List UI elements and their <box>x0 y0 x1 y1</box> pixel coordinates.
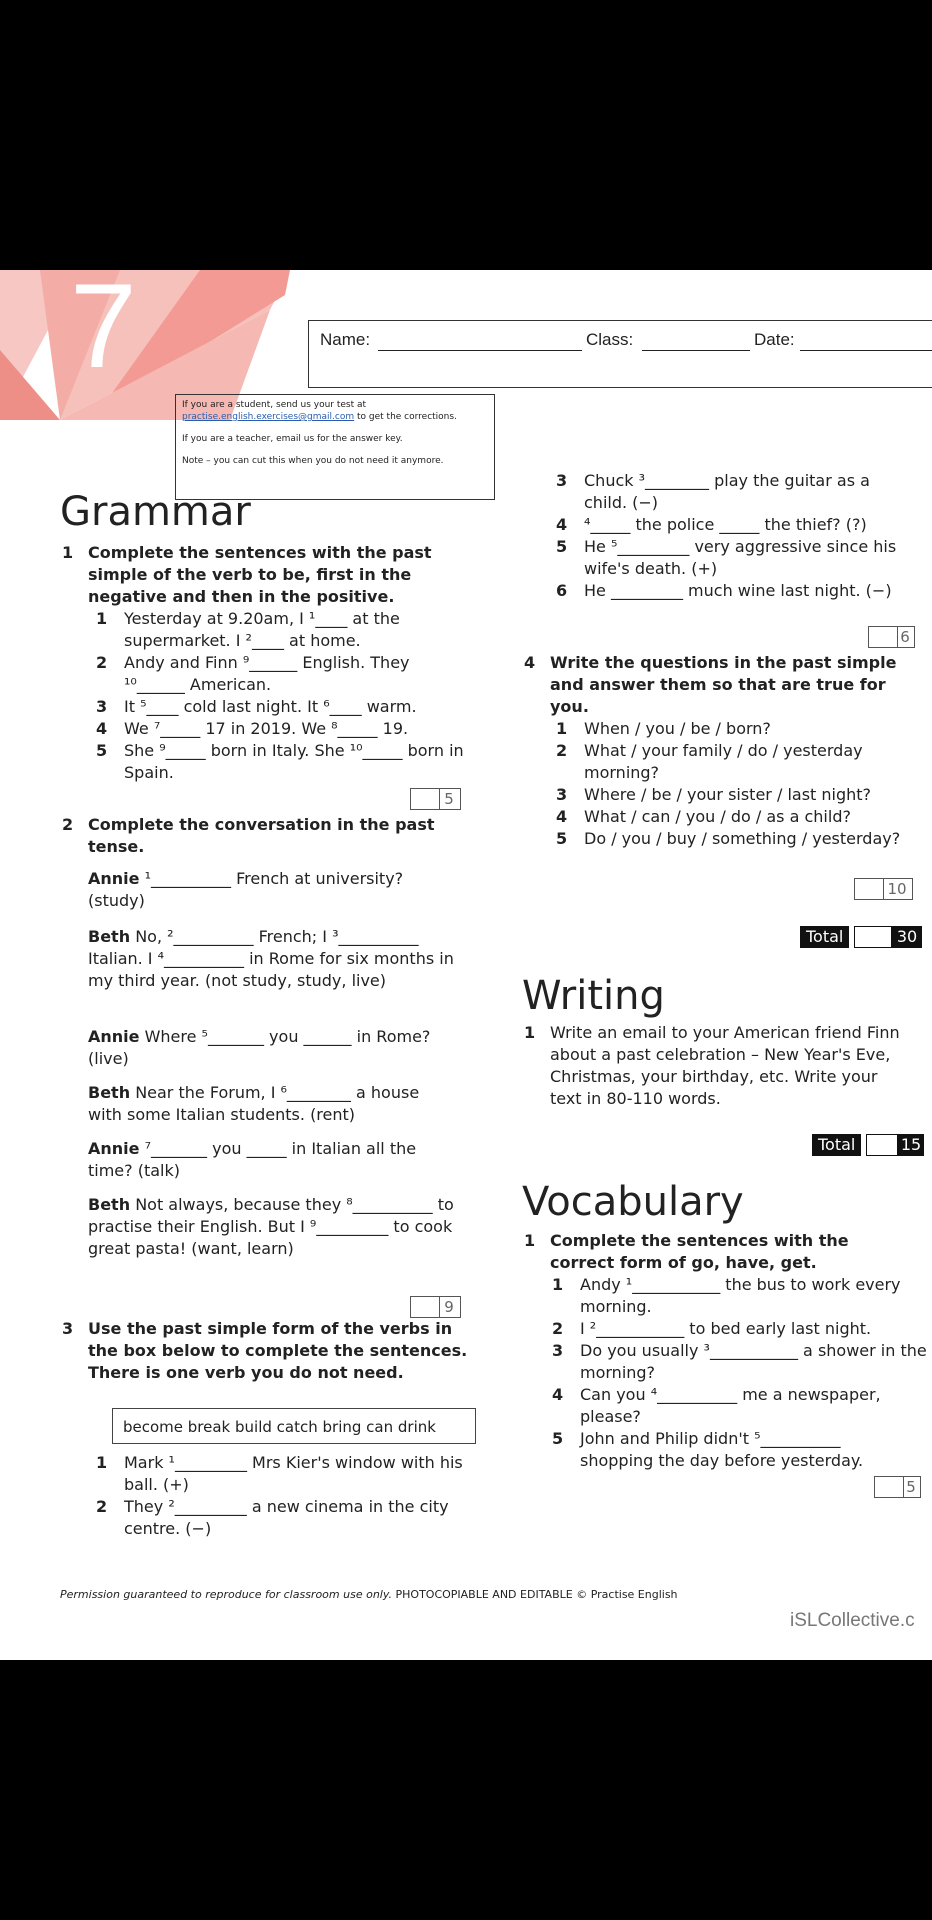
ex4-item: 3 Where / be / your sister / last night? <box>556 785 872 804</box>
email-link[interactable]: practise.english.exercises@gmail.com <box>182 412 355 422</box>
dialogue-line: Annie ⁷_______ you _____ in Italian all the time? (talk) <box>88 1139 417 1180</box>
ex3-item: 2 They ²_________ a new cinema in the city centre. (−) <box>96 1497 449 1538</box>
ex1-item: 2 Andy and Finn ⁹______ English. They ¹⁰______ American. <box>96 653 410 694</box>
vocab-item: 5 John and Philip didn't ⁵__________ shopping the day before yesterday. <box>552 1429 864 1470</box>
ex4-item: 2 What / your family / do / yesterday morning? <box>556 741 863 782</box>
ex4-item: 1 When / you / be / born? <box>556 719 771 738</box>
watermark: iSLCollective.c <box>790 1610 915 1631</box>
ex1-item: 5 She ⁹_____ born in Italy. She ¹⁰_____ born in Spain. <box>96 741 464 782</box>
date-label: Date: <box>754 330 795 349</box>
ex1-instruction <box>62 542 458 608</box>
vocab-item: 4 Can you ⁴__________ me a newspaper, please? <box>552 1385 881 1426</box>
vocab-item: 3 Do you usually ³___________ a shower in the morning? <box>552 1341 927 1382</box>
name-label: Name: <box>320 330 371 349</box>
vocabulary-title: Vocabulary <box>522 1179 744 1225</box>
dialogue-line: Annie ¹__________ French at university? (study) <box>88 869 404 910</box>
grammar-total: Total 30 <box>800 926 924 948</box>
ex3-item: 5 He ⁵_________ very aggressive since his wife's death. (+) <box>556 537 897 578</box>
unit-number: 7 <box>70 270 137 393</box>
vocab-instruction: 1 Complete the sentences with the correct form of go, have, get. <box>524 1231 849 1272</box>
note-cut: Note – you can cut this when you do not need it anymore. <box>182 456 444 466</box>
ex4-item: 4 What / can / you / do / as a child? <box>556 807 851 826</box>
name-field[interactable] <box>378 350 582 351</box>
dialogue-line: Beth No, ²__________ French; I ³__________ Italian. I ⁴__________ in Rome for six months in my third year. (not study, study, live) <box>88 927 454 990</box>
class-field[interactable] <box>642 350 750 351</box>
ex1-number: 1 <box>62 543 74 562</box>
ex3-item: 3 Chuck ³________ play the guitar as a child. (−) <box>556 471 870 512</box>
ex2-instruction: 2 Complete the conversation in the past tense. <box>62 815 435 856</box>
ex3-item: 1 Mark ¹_________ Mrs Kier's window with his ball. (+) <box>96 1453 463 1494</box>
note-teacher: If you are a teacher, email us for the answer key. <box>182 434 403 444</box>
writing-title: Writing <box>522 973 665 1019</box>
note-box <box>175 394 495 500</box>
dialogue-line: Beth Near the Forum, I ⁶________ a house with some Italian students. (rent) <box>88 1083 420 1124</box>
dialogue-line: Annie Where ⁵_______ you ______ in Rome? (live) <box>88 1027 431 1068</box>
ex3-item: 4 ⁴_____ the police _____ the thief? (?) <box>556 515 867 534</box>
writing-task: 1 Write an email to your American friend Finn about a past celebration – New Year's Eve, Christmas, your birthday, etc. Write your text in 80-110 words. <box>524 1023 900 1108</box>
ex1-instruction-text: Complete the sentences with the past simple of the verb to be, first in the negative and then in the positive. <box>88 543 432 606</box>
date-field[interactable] <box>800 350 932 351</box>
footer: Permission guaranteed to reproduce for classroom use only. PHOTOCOPIABLE AND EDITABLE © Practise English <box>60 1588 678 1601</box>
ex3-item: 6 He _________ much wine last night. (−) <box>556 581 892 600</box>
note-student-a: If you are a student, send us your test at <box>182 400 367 410</box>
verb-box: become break build catch bring can drink <box>112 1408 476 1444</box>
class-label: Class: <box>586 330 634 349</box>
grammar-title: Grammar <box>60 489 251 535</box>
note-student-b: to get the corrections. <box>357 412 457 422</box>
ex1-item: 1 Yesterday at 9.20am, I ¹____ at the supermarket. I ²____ at home. <box>96 609 400 650</box>
dialogue-line: Beth Not always, because they ⁸__________ to practise their English. But I ⁹_________ to cook great pasta! (want, learn) <box>88 1195 454 1258</box>
ex4-item: 5 Do / you / buy / something / yesterday? <box>556 829 901 848</box>
vocab-item: 1 Andy ¹___________ the bus to work every morning. <box>552 1275 901 1316</box>
ex1-item: 4 We ⁷_____ 17 in 2019. We ⁸_____ 19. <box>96 719 409 738</box>
writing-total: Total 15 <box>812 1134 924 1156</box>
worksheet: 7 Name: Class: Date: If you are a student, send us your test at practise.english.exercises@gmail.com to get the corrections. If you are a teacher, email us for the answer key. Note – you can cut this when you do not need it anymore. Grammar 1 Complete the sentences with the past simple of the verb to be, first in the negative and then in the positive. 1 Yesterday at 9.20am, I ¹____ at the supermarket. I ²____ at home. 2 Andy and Finn ⁹______ English. They ¹⁰______ American. 3 It ⁵____ cold last night. It ⁶____ warm. 4 We ⁷_____ 17 in 2019. We ⁸_____ 19. 5 She ⁹_____ born in Italy. She ¹⁰_____ born in Spain. 5 2 Complete the conversation in the past tense. Annie ¹__________ French at university? (study) Beth No, ²__________ French; I ³__________ Italian. I ⁴__________ in Rome for six months in my third year. (not study, study, live) Annie Where ⁵_______ you ______ in Rome? (live) Beth Near the Forum, I ⁶________ a house with some Italian students. (rent) Annie ⁷_______ you _____ in Italian all the time? (talk) Beth Not always, because they ⁸__________ to practise their English. But I ⁹_________ to cook great pasta! (want, learn) 9 3 Use the past simple form of the verbs in the box below to complete the sentences. There is one verb you do not need. become break build catch bring can drink 1 Mark ¹_________ Mrs Kier's window with his ball. (+) 2 They ²_________ a new cinema in the city centre. (−) 3 Chuck ³________ play the guitar as a child. (−) 4 ⁴_____ the police _____ the thief? (?) 5 He ⁵_________ very aggressive since his wife's death. (+) 6 He _________ much wine last night. (−) 6 4 Write the questions in the past simple and answer them so that are true for you. 1 When / you / be / born? 2 What / your family / do / yesterday morning? 3 Where / be / your sister / last night? 4 What / can / you / do / as a child? 5 Do / you / buy / something / yesterday? 10 Total 30 Writing 1 Write an email to your American friend Finn about a past celebration – New Year's Eve, Christmas, your birthday, etc. Write your text in 80-110 words. Total 15 Vocabulary 1 Complete the sentences with the correct form of go, have, get. 1 Andy ¹___________ the bus to work every morning. 2 I ²___________ to bed early last night. 3 Do you usually ³___________ a shower in the morning? 4 Can you ⁴__________ me a newspaper, please? 5 John and Philip didn't ⁵__________ shopping the day before yesterday. 5 Permission guaranteed to reproduce for classroom use only. PHOTOCOPIABLE AND EDITABLE © Practise English iSLCollective.c <box>0 270 932 1660</box>
ex3-instruction: 3 Use the past simple form of the verbs in the box below to complete the sentences. There is one verb you do not need. <box>62 1319 468 1382</box>
ex1-item: 3 It ⁵____ cold last night. It ⁶____ warm. <box>96 697 417 716</box>
vocab-item: 2 I ²___________ to bed early last night. <box>552 1319 872 1338</box>
ex4-instruction: 4 Write the questions in the past simple and answer them so that are true for you. <box>524 653 897 716</box>
